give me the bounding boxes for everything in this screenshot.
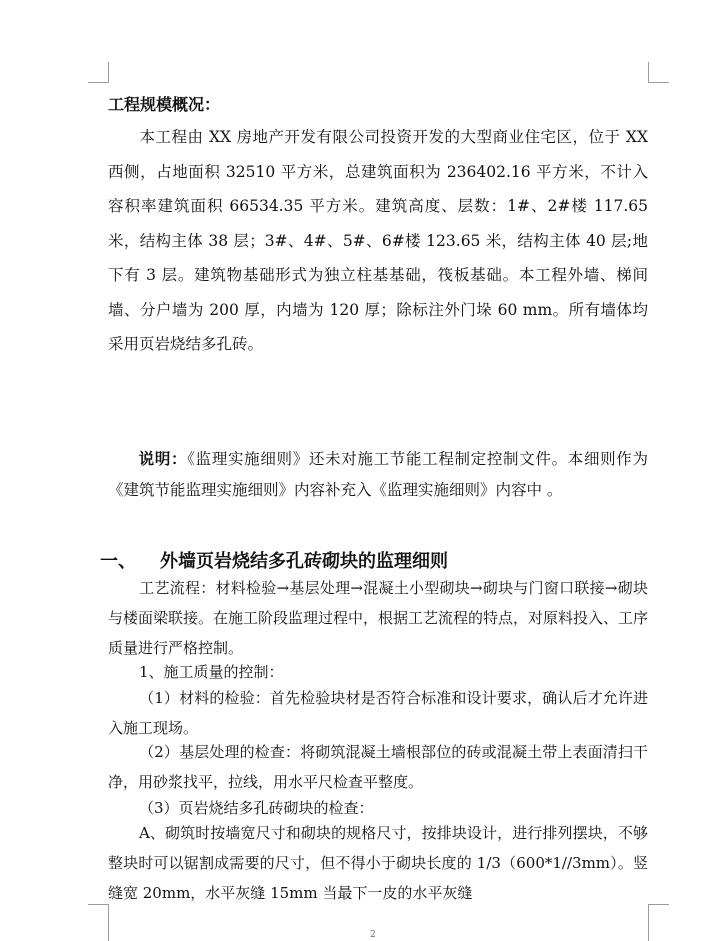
process-paragraph bbox=[108, 573, 648, 663]
margin-corner-top-right bbox=[648, 62, 669, 83]
item-brick-inspection: （3）页岩烧结多孔砖砌块的检查： bbox=[139, 799, 374, 817]
note-label: 说明： bbox=[138, 449, 188, 468]
page-number: 2 bbox=[370, 930, 376, 940]
note-paragraph bbox=[108, 443, 648, 506]
overview-title: 工程规模概况： bbox=[108, 95, 221, 114]
margin-corner-bottom-left bbox=[88, 904, 109, 941]
item-a-laying: A、砌筑时按墙宽尺寸和砌块的规格尺寸，按排块设计，进行排列摆块，不够整块时可以锯割成需要的尺寸，但不得小于砌块长度的 1/3（600*1//3mm）。竖缝宽 20mm，水平灰缝 15mm 当最下一皮的水平灰缝 bbox=[108, 824, 648, 902]
item-material-inspection: （1）材料的检验：首先检验块材是否符合标准和设计要求，确认后才允许进入施工现场。 bbox=[108, 689, 648, 737]
section-title: 外墙页岩烧结多孔砖砌块的监理细则 bbox=[160, 551, 448, 572]
process-text: 工艺流程：材料检验→基层处理→混凝土小型砌块→砌块与门窗口联接→砌块与楼面梁联接。在施工阶段监理过程中，根据工艺流程的特点，对原料投入、工序质量进行严格控制。 bbox=[108, 579, 649, 657]
section-heading bbox=[100, 547, 448, 573]
item-base-treatment: （2）基层处理的检查：将砌筑混凝土墙根部位的砖或混凝土带上表面清扫干净，用砂浆找平，拉线，用水平尺检查平整度。 bbox=[108, 743, 648, 791]
section-number: 一、 bbox=[100, 551, 136, 572]
margin-corner-bottom-right bbox=[648, 904, 669, 941]
margin-corner-top-left bbox=[88, 62, 109, 83]
note-text: 《监理实施细则》还未对施工节能工程制定控制文件。本细则作为《建筑节能监理实施细则》内容补充入《监理实施细则》内容中 。 bbox=[108, 450, 648, 499]
subheading-quality-control: 1、施工质量的控制： bbox=[139, 663, 284, 681]
overview-text: 本工程由 XX 房地产开发有限公司投资开发的大型商业住宅区，位于 XX 西侧，占地面积 32510 平方米，总建筑面积为 236402.16 平方米，不计入容积率建筑面积 66534.35 平方米。建筑高度、层数：1#、2#楼 117.65 米，结构主体 38 层；3#、4#、5#、6#楼 123.65 米，结构主体 40 层;地下有 3 层。建筑物基础形式为独立柱基基础，筏板基础。本工程外墙、梯间墙、分户墙为 200 厚，内墙为 120 厚；除标注外门垛 60 mm。所有墙体均采用页岩烧结多孔砖。 bbox=[108, 128, 648, 353]
overview-paragraph bbox=[108, 120, 648, 362]
